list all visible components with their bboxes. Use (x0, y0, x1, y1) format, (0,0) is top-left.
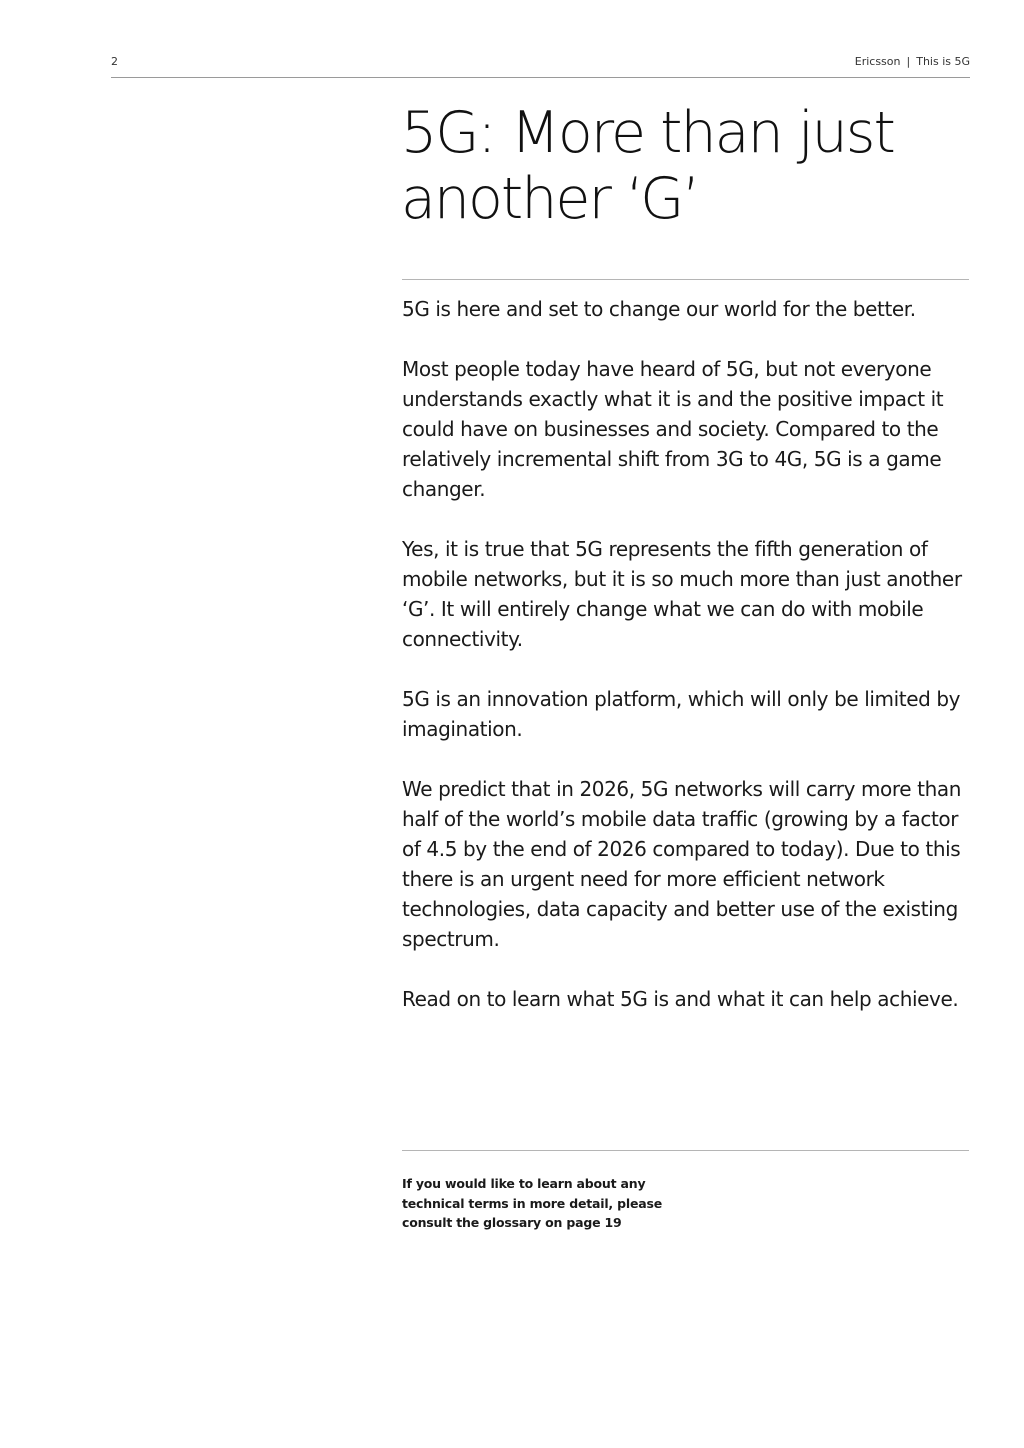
body-paragraph-closing: Read on to learn what 5G is and what it can help achieve. (402, 987, 959, 1011)
header-divider (111, 77, 970, 78)
body-paragraph-awareness: Most people today have heard of 5G, but not everyone understands exactly what it is and the positive impact it could have on businesses and society. Compared to the relatively incremental shift from 3G to 4G, 5G is a game changer. (402, 357, 944, 501)
body-paragraph-intro: 5G is here and set to change our world for the better. (402, 297, 916, 321)
page-number: 2 (111, 55, 118, 68)
footnote-divider (402, 1150, 969, 1151)
body-paragraph-innovation: 5G is an innovation platform, which will only be limited by imagination. (402, 687, 961, 741)
page-title-line-1: 5G: More than just (401, 100, 894, 166)
body-paragraph-prediction: We predict that in 2026, 5G networks will carry more than half of the world’s mobile data traffic (growing by a factor of 4.5 by the end of 2026 compared to today). Due to this there is an urgent need for more efficient network technologies, data capacity and better use of the existing spectrum. (402, 777, 961, 951)
brand-name: Ericsson (854, 55, 901, 68)
document-title: This is 5G (916, 55, 970, 68)
page-title (401, 100, 961, 232)
body-paragraph-generation: Yes, it is true that 5G represents the fifth generation of mobile networks, but it is so much more than just another ‘G’. It will entirely change what we can do with mobile connectivity. (402, 537, 962, 651)
body-text (402, 294, 974, 1044)
title-divider (402, 279, 969, 280)
page-title-line-2: another ‘G’ (401, 166, 699, 232)
running-header (855, 55, 970, 68)
header-separator: | (906, 55, 911, 68)
glossary-footnote: If you would like to learn about any technical terms in more detail, please consult the glossary on page 19 (402, 1176, 662, 1230)
